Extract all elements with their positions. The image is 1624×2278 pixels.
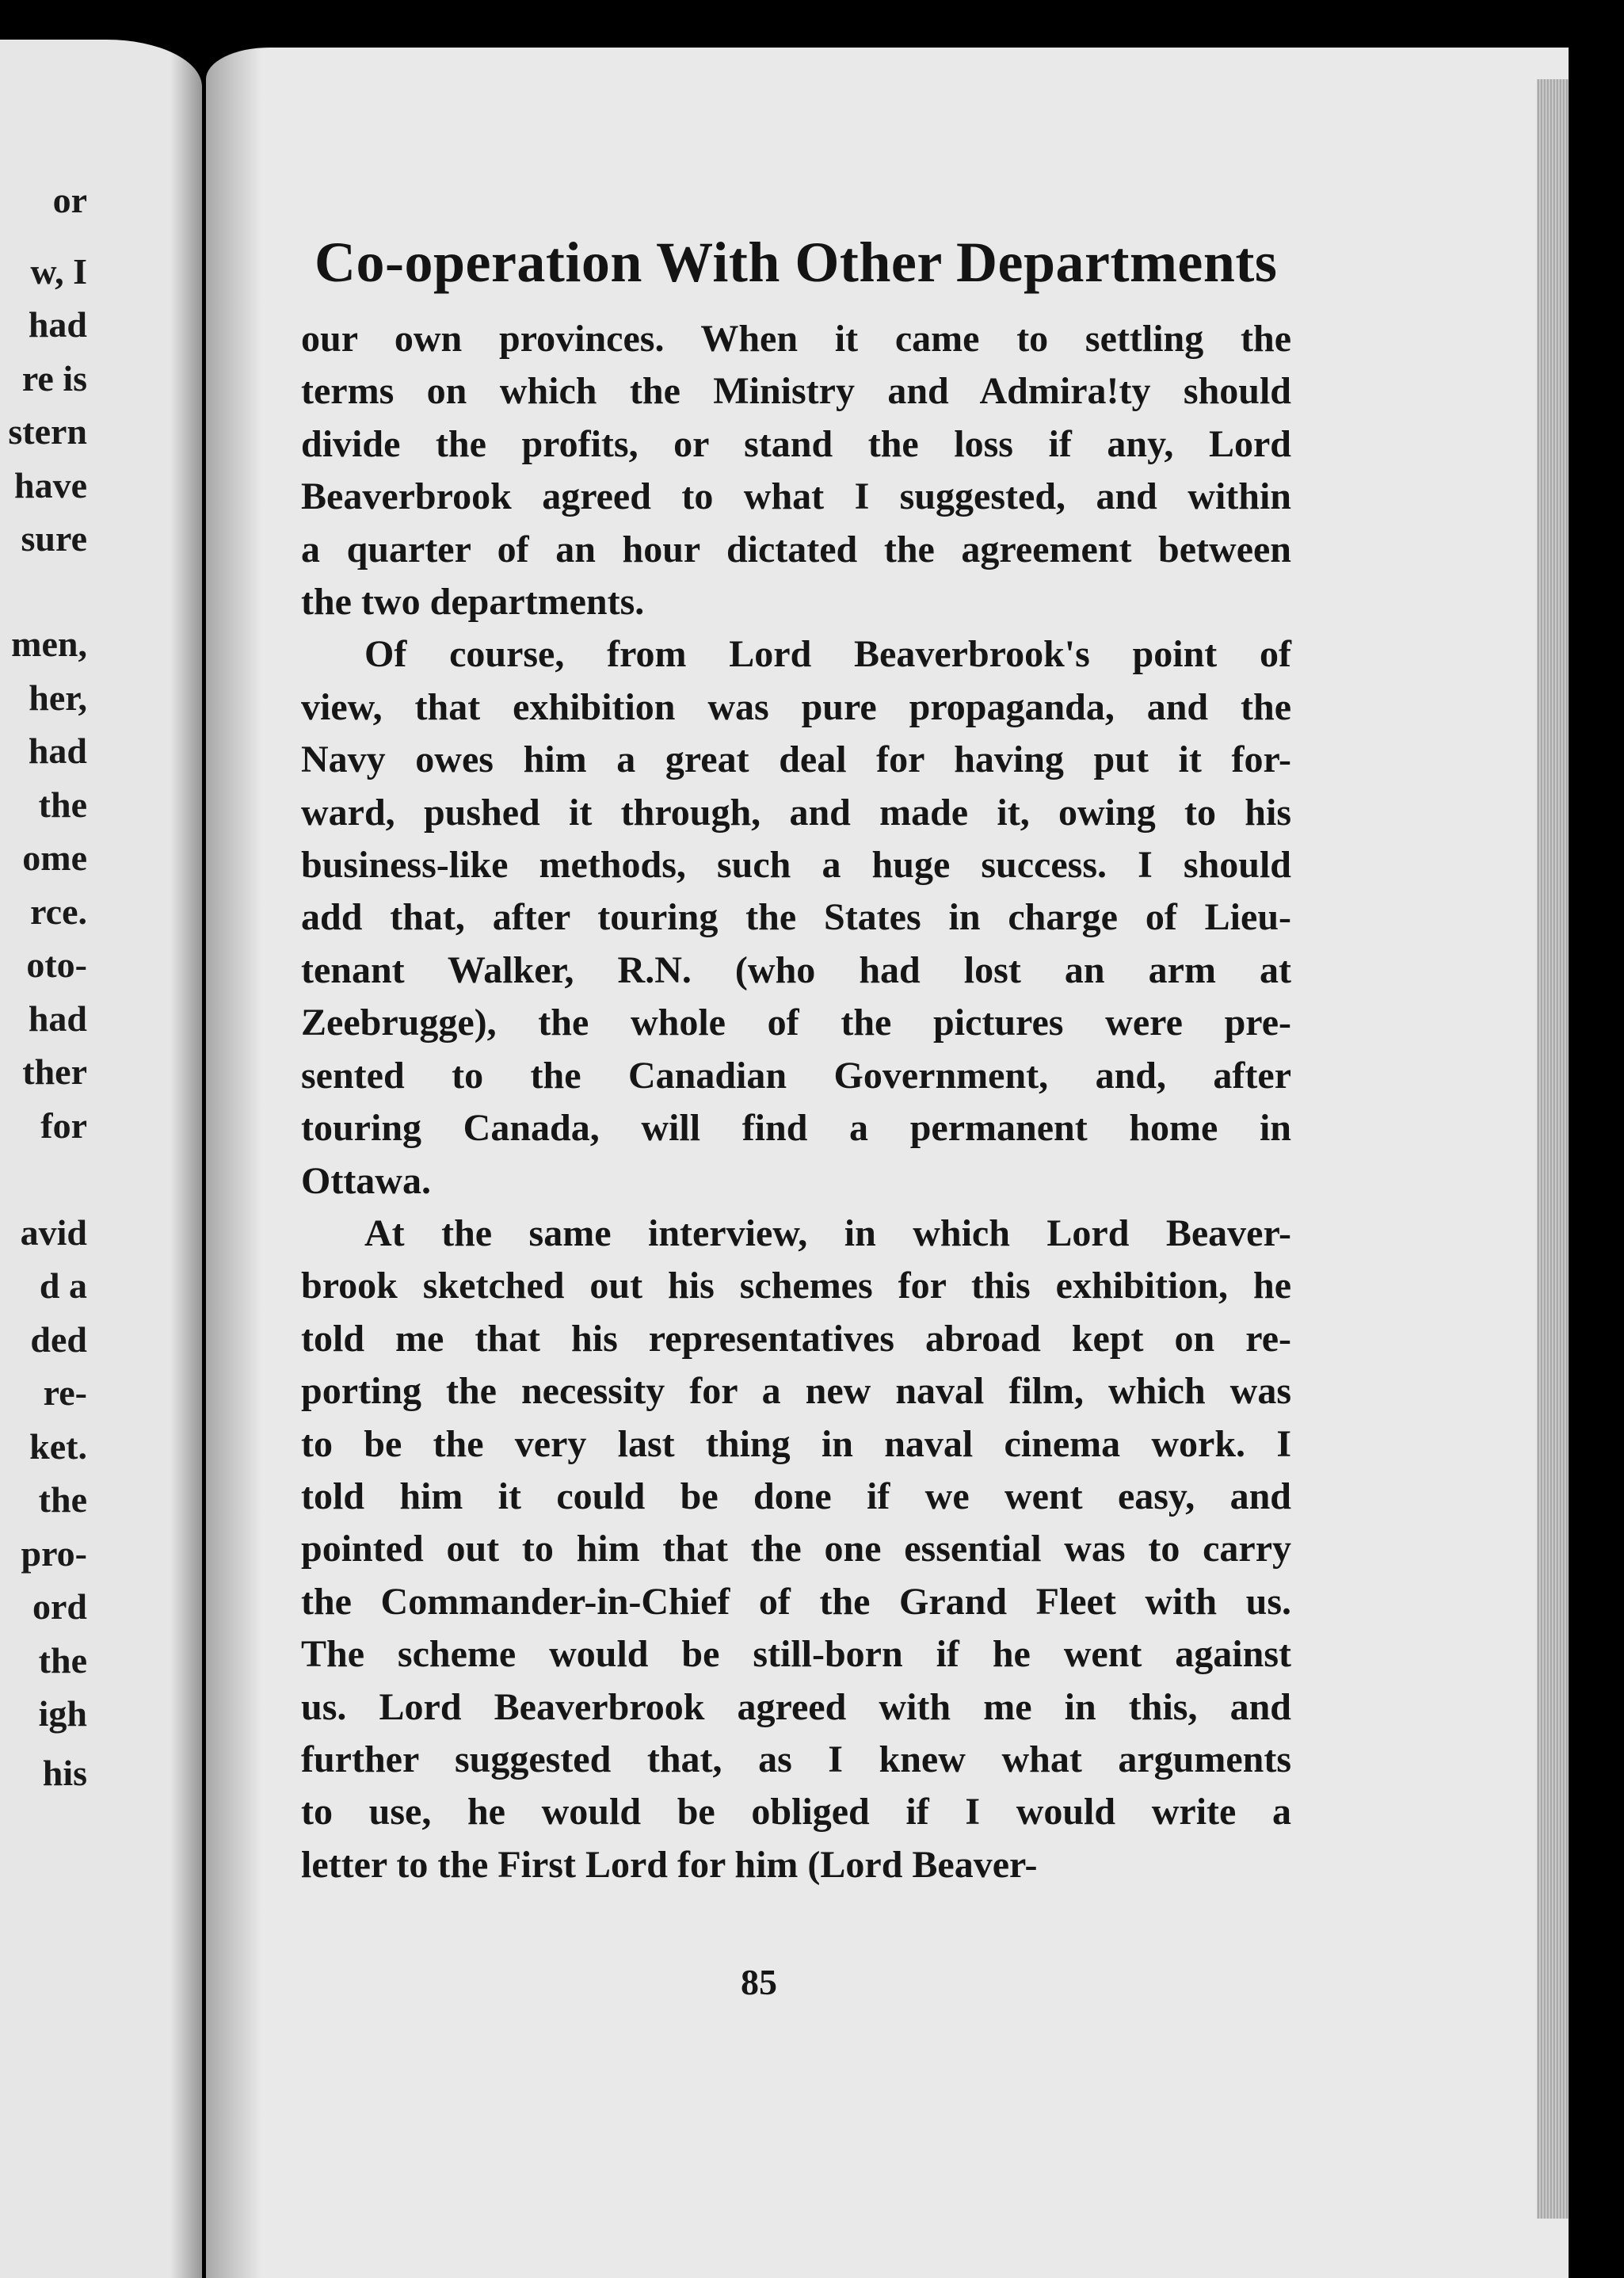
left-page-fragment: ord [32, 1586, 87, 1627]
left-page-fragment: ded [30, 1319, 87, 1360]
text-line: At the same interview, in which Lord Beaver- [364, 1211, 1291, 1254]
left-page-fragment: re is [21, 358, 87, 399]
paragraph [301, 1208, 1291, 1891]
text-line: Beaverbrook agreed to what I suggested, and within [301, 475, 1291, 518]
text-line: letter to the First Lord for him (Lord Beaver- [301, 1843, 1038, 1886]
text-line: us. Lord Beaverbrook agreed with me in this, and [301, 1685, 1291, 1728]
left-page-fragment: had [28, 998, 87, 1039]
left-page-fragment: the [38, 1640, 87, 1681]
text-line: view, that exhibition was pure propaganda, and the [301, 685, 1291, 728]
left-page-fragment: had [28, 304, 87, 345]
text-line: brook sketched out his schemes for this exhibition, he [301, 1265, 1291, 1307]
left-page-fragment: pro- [21, 1533, 87, 1574]
left-page-fragment: igh [38, 1693, 87, 1734]
left-page-fragment: or [52, 180, 87, 220]
paragraph [301, 313, 1291, 628]
left-page-fragment: the [38, 784, 87, 825]
text-line: to use, he would be obliged if I would write a [301, 1791, 1291, 1833]
text-line: Zeebrugge), the whole of the pictures were pre- [301, 1002, 1291, 1044]
left-page [0, 40, 202, 2278]
left-page-fragment: the [38, 1479, 87, 1520]
left-page-fragment: stern [8, 411, 87, 452]
left-page-fragment: d a [39, 1265, 87, 1306]
left-page-fragment: his [42, 1753, 87, 1793]
text-line: told me that his representatives abroad kept on re- [301, 1317, 1291, 1360]
text-line: pointed out to him that the one essential was to carry [301, 1528, 1291, 1570]
text-line: sented to the Canadian Government, and, after [301, 1054, 1291, 1097]
text-line: the Commander-in-Chief of the Grand Fleet with us. [301, 1580, 1291, 1623]
body-text [301, 313, 1291, 1891]
text-line: to be the very last thing in naval cinema work. I [301, 1422, 1291, 1465]
left-page-fragment: w, I [30, 251, 87, 292]
left-gutter-shadow [170, 40, 202, 2278]
right-page [206, 48, 1569, 2278]
text-line: add that, after touring the States in charge of Lieu- [301, 896, 1291, 939]
text-line: porting the necessity for a new naval film, which was [301, 1370, 1291, 1413]
left-page-fragment: rce. [30, 891, 87, 932]
page-edge-stack [1537, 79, 1569, 2219]
left-page-fragment: for [40, 1105, 87, 1146]
left-page-fragment: had [28, 731, 87, 771]
left-page-fragment: ther [22, 1051, 87, 1092]
left-page-fragment: sure [21, 518, 87, 559]
text-line: ward, pushed it through, and made it, owing to his [301, 791, 1291, 834]
text-line: Ottawa. [301, 1159, 431, 1202]
text-line: tenant Walker, R.N. (who had lost an arm at [301, 948, 1291, 991]
text-line: terms on which the Ministry and Admira!ty should [301, 370, 1291, 413]
left-page-fragment: ket. [29, 1426, 87, 1467]
left-page-fragment: men, [11, 624, 87, 664]
text-line: business-like methods, such a huge success. I should [301, 844, 1291, 887]
left-page-fragment: avid [20, 1212, 87, 1253]
running-heading: Co-operation With Other Departments [315, 231, 1278, 294]
left-page-fragment: ome [22, 838, 87, 878]
text-line: divide the profits, or stand the loss if any, Lord [301, 422, 1291, 465]
text-line: Of course, from Lord Beaverbrook's point of [364, 633, 1291, 676]
text-line: a quarter of an hour dictated the agreement between [301, 528, 1291, 570]
text-line: the two departments. [301, 581, 645, 624]
text-line: Navy owes him a great deal for having put it for- [301, 738, 1291, 781]
left-page-fragment: have [14, 465, 87, 506]
right-gutter-shadow [206, 48, 261, 2278]
text-line: our own provinces. When it came to settling the [301, 318, 1291, 360]
text-line: told him it could be done if we went easy, and [301, 1475, 1291, 1517]
left-page-fragment: her, [29, 677, 87, 718]
left-page-fragment: re- [43, 1372, 87, 1413]
text-line: The scheme would be still-born if he went against [301, 1633, 1291, 1676]
paragraph [301, 628, 1291, 1207]
text-line: further suggested that, as I knew what arguments [301, 1738, 1291, 1780]
left-page-fragment: oto- [26, 944, 87, 985]
text-line: touring Canada, will find a permanent home in [301, 1107, 1291, 1150]
page-number: 85 [741, 1962, 777, 2002]
